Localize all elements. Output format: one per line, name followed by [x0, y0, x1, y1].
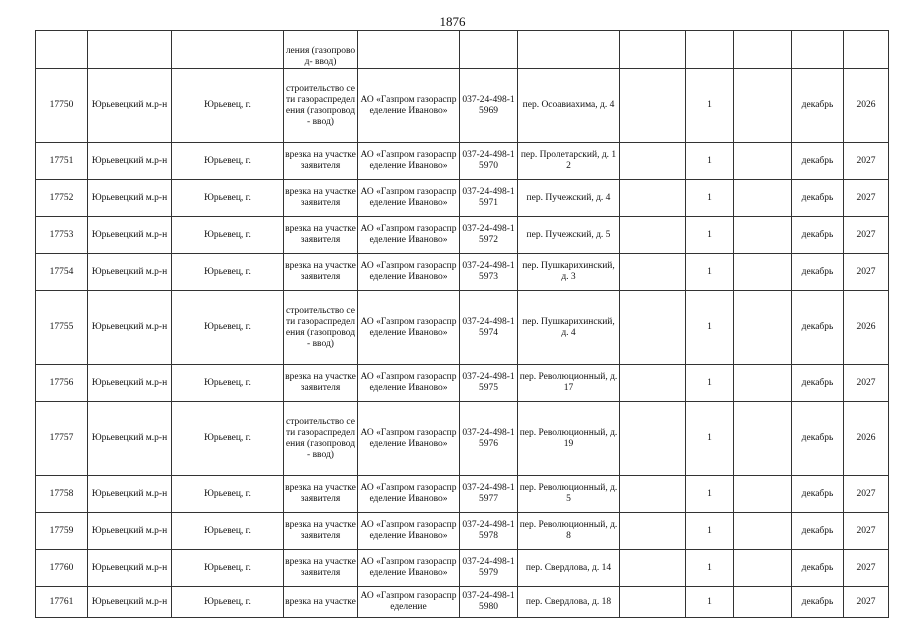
cell-org: АО «Газпром газораспределение Иваново»: [358, 402, 460, 476]
cell-num: 17754: [36, 254, 88, 291]
table-body: [36, 31, 889, 618]
cell-code: 037-24-498-15979: [460, 550, 518, 587]
cell-empty-b: [734, 402, 792, 476]
table-row: [36, 143, 889, 180]
cell-num: 17752: [36, 180, 88, 217]
cell-empty-b: [734, 291, 792, 365]
cell-city: Юрьевец, г.: [172, 402, 284, 476]
cell-year: 2027: [844, 365, 889, 402]
cell-empty-b: [734, 31, 792, 69]
table-row: [36, 402, 889, 476]
cell-empty-a: [620, 217, 686, 254]
cell-city: Юрьевец, г.: [172, 254, 284, 291]
cell-qty: 1: [686, 402, 734, 476]
cell-address: пер. Революционный, д. 8: [518, 513, 620, 550]
table-row: [36, 291, 889, 365]
cell-district: Юрьевецкий м.р-н: [88, 587, 172, 618]
cell-year: 2027: [844, 587, 889, 618]
cell-org: АО «Газпром газораспределение: [358, 587, 460, 618]
cell-district: Юрьевецкий м.р-н: [88, 217, 172, 254]
cell-org: АО «Газпром газораспределение Иваново»: [358, 291, 460, 365]
cell-month: [792, 31, 844, 69]
cell-year: 2027: [844, 180, 889, 217]
cell-code: 037-24-498-15980: [460, 587, 518, 618]
cell-year: 2026: [844, 69, 889, 143]
cell-empty-a: [620, 476, 686, 513]
cell-num: 17750: [36, 69, 88, 143]
cell-address: [518, 31, 620, 69]
cell-empty-a: [620, 69, 686, 143]
cell-code: 037-24-498-15977: [460, 476, 518, 513]
cell-district: Юрьевецкий м.р-н: [88, 513, 172, 550]
cell-city: Юрьевец, г.: [172, 550, 284, 587]
cell-org: АО «Газпром газораспределение Иваново»: [358, 143, 460, 180]
cell-qty: 1: [686, 180, 734, 217]
cell-org: АО «Газпром газораспределение Иваново»: [358, 476, 460, 513]
cell-org: АО «Газпром газораспределение Иваново»: [358, 550, 460, 587]
cell-address: пер. Революционный, д. 5: [518, 476, 620, 513]
cell-city: Юрьевец, г.: [172, 365, 284, 402]
cell-address: пер. Пучежский, д. 4: [518, 180, 620, 217]
cell-code: 037-24-498-15969: [460, 69, 518, 143]
cell-year: [844, 31, 889, 69]
cell-empty-b: [734, 254, 792, 291]
cell-city: Юрьевец, г.: [172, 291, 284, 365]
cell-city: Юрьевец, г.: [172, 476, 284, 513]
cell-empty-b: [734, 143, 792, 180]
cell-code: 037-24-498-15976: [460, 402, 518, 476]
cell-address: пер. Пушкарихинский, д. 4: [518, 291, 620, 365]
cell-code: 037-24-498-15975: [460, 365, 518, 402]
cell-address: пер. Революционный, д. 17: [518, 365, 620, 402]
cell-month: декабрь: [792, 587, 844, 618]
table-row: [36, 254, 889, 291]
table-row: [36, 513, 889, 550]
cell-qty: 1: [686, 476, 734, 513]
cell-year: 2027: [844, 217, 889, 254]
cell-empty-b: [734, 217, 792, 254]
table-row: [36, 550, 889, 587]
cell-empty-a: [620, 31, 686, 69]
cell-city: Юрьевец, г.: [172, 143, 284, 180]
cell-empty-a: [620, 402, 686, 476]
cell-address: пер. Свердлова, д. 14: [518, 550, 620, 587]
cell-num: 17760: [36, 550, 88, 587]
cell-month: декабрь: [792, 69, 844, 143]
table-row-continued: [36, 31, 889, 69]
cell-work-type: врезка на участке заявителя: [284, 365, 358, 402]
cell-year: 2027: [844, 254, 889, 291]
cell-empty-a: [620, 291, 686, 365]
cell-month: декабрь: [792, 143, 844, 180]
cell-district: Юрьевецкий м.р-н: [88, 143, 172, 180]
cell-num: 17757: [36, 402, 88, 476]
cell-month: декабрь: [792, 513, 844, 550]
cell-district: Юрьевецкий м.р-н: [88, 291, 172, 365]
cell-month: декабрь: [792, 365, 844, 402]
cell-num: 17753: [36, 217, 88, 254]
cell-city: Юрьевец, г.: [172, 587, 284, 618]
cell-work-type: врезка на участке заявителя: [284, 143, 358, 180]
cell-empty-a: [620, 180, 686, 217]
cell-address: пер. Пучежский, д. 5: [518, 217, 620, 254]
cell-num: 17751: [36, 143, 88, 180]
cell-work-type: врезка на участке заявителя: [284, 254, 358, 291]
table-row: [36, 69, 889, 143]
cell-year: 2026: [844, 402, 889, 476]
cell-org: АО «Газпром газораспределение Иваново»: [358, 513, 460, 550]
cell-qty: 1: [686, 365, 734, 402]
cell-work-type: врезка на участке заявителя: [284, 217, 358, 254]
table-row: [36, 365, 889, 402]
cell-work-type: врезка на участке: [284, 587, 358, 618]
cell-work-type: строительство сети газораспределения (газопровод- ввод): [284, 69, 358, 143]
cell-org: АО «Газпром газораспределение Иваново»: [358, 254, 460, 291]
cell-code: 037-24-498-15970: [460, 143, 518, 180]
cell-work-type: врезка на участке заявителя: [284, 513, 358, 550]
cell-org: [358, 31, 460, 69]
cell-city: Юрьевец, г.: [172, 69, 284, 143]
cell-empty-a: [620, 254, 686, 291]
cell-code: [460, 31, 518, 69]
cell-empty-a: [620, 513, 686, 550]
cell-address: пер. Осоавиахима, д. 4: [518, 69, 620, 143]
cell-num: 17755: [36, 291, 88, 365]
cell-month: декабрь: [792, 217, 844, 254]
cell-month: декабрь: [792, 476, 844, 513]
cell-empty-b: [734, 365, 792, 402]
cell-district: Юрьевецкий м.р-н: [88, 69, 172, 143]
cell-work-type: строительство сети газораспределения (газопровод- ввод): [284, 402, 358, 476]
cell-empty-a: [620, 587, 686, 618]
cell-empty-b: [734, 550, 792, 587]
cell-district: Юрьевецкий м.р-н: [88, 365, 172, 402]
cell-org: АО «Газпром газораспределение Иваново»: [358, 69, 460, 143]
cell-city: Юрьевец, г.: [172, 513, 284, 550]
cell-work-type: ления (газопровод- ввод): [284, 31, 358, 69]
cell-work-type: врезка на участке заявителя: [284, 476, 358, 513]
cell-month: декабрь: [792, 180, 844, 217]
cell-qty: 1: [686, 587, 734, 618]
cell-num: 17759: [36, 513, 88, 550]
cell-code: 037-24-498-15972: [460, 217, 518, 254]
cell-empty-a: [620, 550, 686, 587]
page-number: 1876: [439, 14, 466, 29]
cell-code: 037-24-498-15971: [460, 180, 518, 217]
cell-year: 2027: [844, 143, 889, 180]
cell-month: декабрь: [792, 402, 844, 476]
cell-city: Юрьевец, г.: [172, 180, 284, 217]
cell-empty-b: [734, 69, 792, 143]
cell-work-type: врезка на участке заявителя: [284, 550, 358, 587]
cell-work-type: врезка на участке заявителя: [284, 180, 358, 217]
cell-code: 037-24-498-15973: [460, 254, 518, 291]
cell-code: 037-24-498-15974: [460, 291, 518, 365]
cell-org: АО «Газпром газораспределение Иваново»: [358, 365, 460, 402]
cell-qty: 1: [686, 513, 734, 550]
cell-city: Юрьевец, г.: [172, 217, 284, 254]
cell-district: Юрьевецкий м.р-н: [88, 402, 172, 476]
cell-org: АО «Газпром газораспределение Иваново»: [358, 217, 460, 254]
cell-num: 17758: [36, 476, 88, 513]
cell-year: 2027: [844, 476, 889, 513]
cell-district: Юрьевецкий м.р-н: [88, 180, 172, 217]
cell-address: пер. Революционный, д. 19: [518, 402, 620, 476]
cell-empty-a: [620, 143, 686, 180]
cell-address: пер. Пролетарский, д. 12: [518, 143, 620, 180]
cell-num: 17761: [36, 587, 88, 618]
cell-empty-b: [734, 587, 792, 618]
cell-year: 2026: [844, 291, 889, 365]
cell-empty-b: [734, 476, 792, 513]
cell-qty: 1: [686, 291, 734, 365]
cell-empty-a: [620, 365, 686, 402]
cell-district: [88, 31, 172, 69]
table-row: [36, 587, 889, 618]
cell-district: Юрьевецкий м.р-н: [88, 550, 172, 587]
cell-address: пер. Свердлова, д. 18: [518, 587, 620, 618]
cell-month: декабрь: [792, 254, 844, 291]
cell-empty-b: [734, 180, 792, 217]
cell-address: пер. Пушкарихинский, д. 3: [518, 254, 620, 291]
cell-qty: 1: [686, 254, 734, 291]
cell-year: 2027: [844, 513, 889, 550]
table-row: [36, 180, 889, 217]
table-row: [36, 476, 889, 513]
cell-qty: 1: [686, 69, 734, 143]
cell-month: декабрь: [792, 550, 844, 587]
cell-org: АО «Газпром газораспределение Иваново»: [358, 180, 460, 217]
cell-num: 17756: [36, 365, 88, 402]
cell-work-type: строительство сети газораспределения (газопровод- ввод): [284, 291, 358, 365]
cell-qty: [686, 31, 734, 69]
table-row: [36, 217, 889, 254]
cell-month: декабрь: [792, 291, 844, 365]
plan-table: [35, 30, 889, 618]
cell-qty: 1: [686, 143, 734, 180]
cell-district: Юрьевецкий м.р-н: [88, 254, 172, 291]
cell-qty: 1: [686, 550, 734, 587]
cell-qty: 1: [686, 217, 734, 254]
cell-city: [172, 31, 284, 69]
cell-num: [36, 31, 88, 69]
cell-district: Юрьевецкий м.р-н: [88, 476, 172, 513]
cell-code: 037-24-498-15978: [460, 513, 518, 550]
cell-year: 2027: [844, 550, 889, 587]
cell-empty-b: [734, 513, 792, 550]
